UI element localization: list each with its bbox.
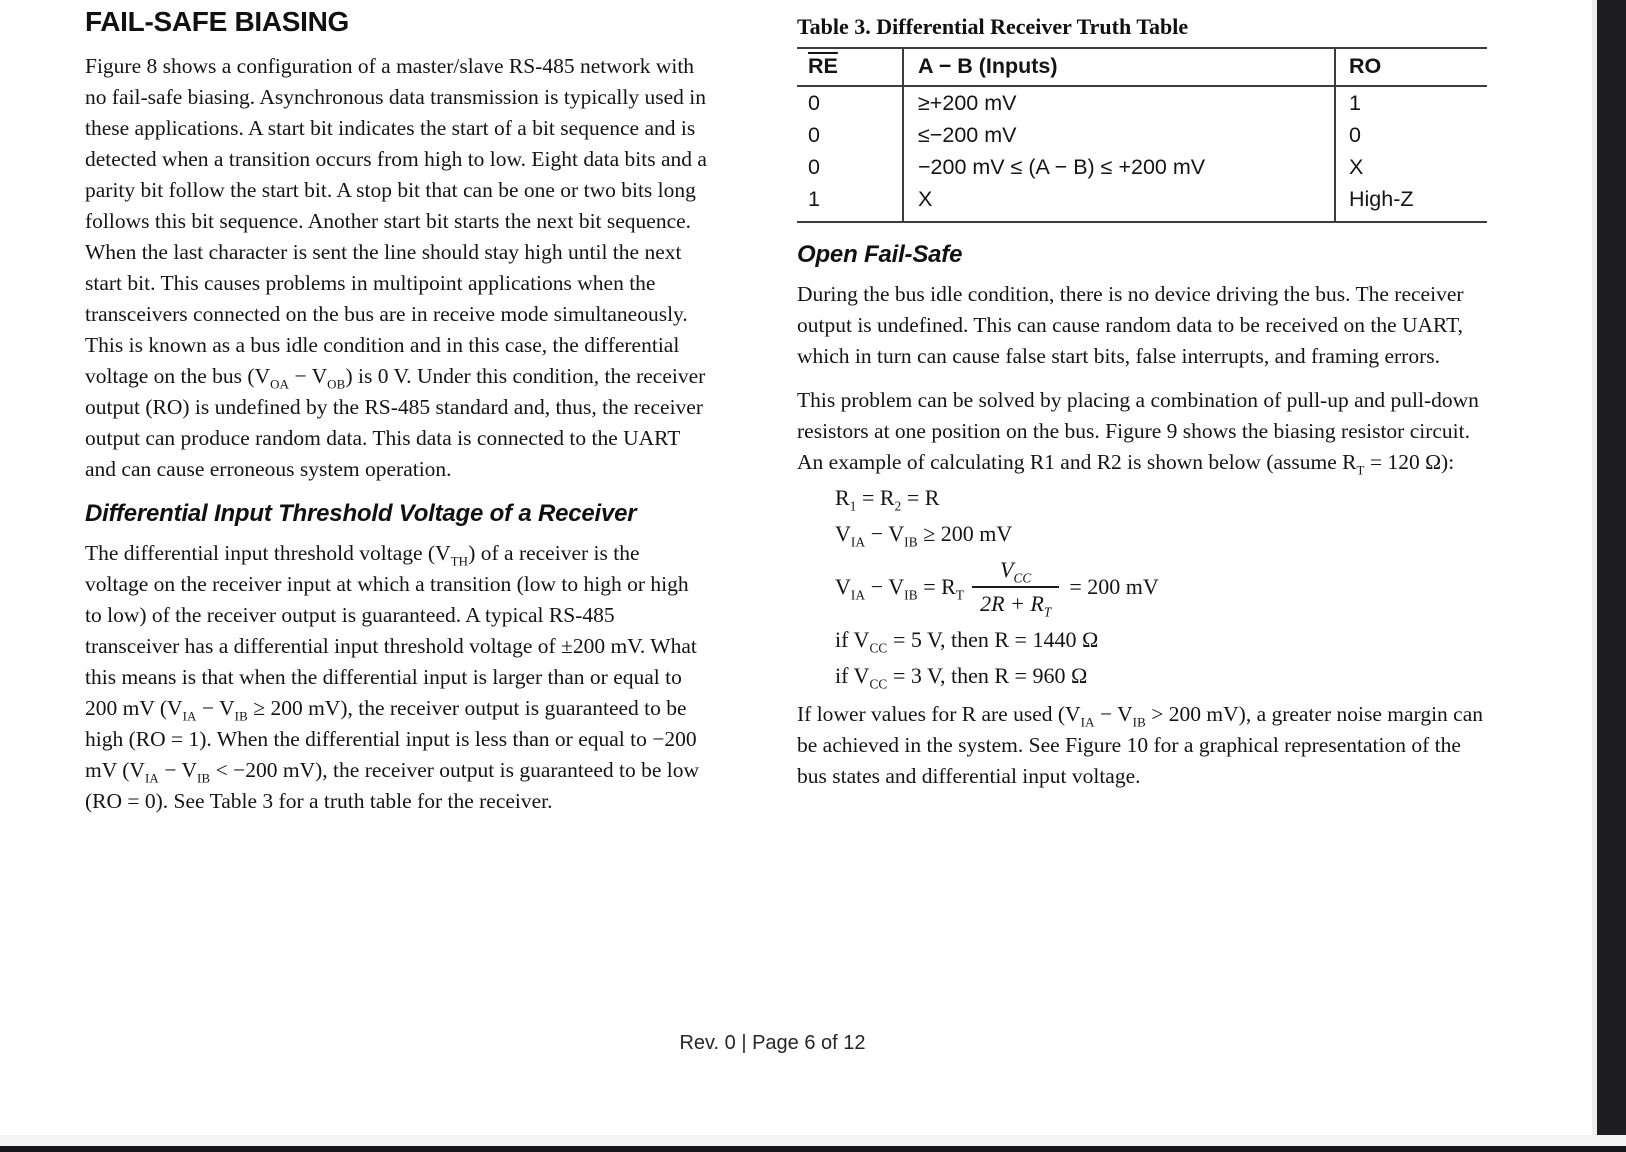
page-bottom-edge	[0, 1135, 1626, 1146]
table-header-a-b-inputs: A − B (Inputs)	[903, 48, 1335, 86]
table-row	[797, 183, 1487, 222]
table-header-ro: RO	[1335, 48, 1487, 86]
table-header-row	[797, 48, 1487, 86]
right-column	[797, 14, 1490, 805]
cell-ro: 0	[1335, 119, 1487, 151]
section-heading-fail-safe-biasing: FAIL-SAFE BIASING	[85, 6, 350, 37]
equation-r1-r2-r: $R_1 = R_2 = R$	[835, 485, 940, 514]
page-footer: Rev. 0 | Page 6 of 12	[679, 1032, 866, 1054]
cell-ab: ≥+200 mV	[903, 86, 1335, 119]
paragraph-fail-safe-intro: Figure 8 shows a configuration of a master/slave RS-485 network with no fail-safe biasing. Asynchronous data transmission is typically used in these applications. A start bit indicates the start of a bit sequence and is detected when a transition occurs from high to low. Eight data bits and a parity bit follow the start bit. A stop bit that can be one or two bits long follows this bit sequence. Another start bit starts the next bit sequence. When the last character is sent the line should stay high until the next start bit. This causes problems in multipoint applications when the transceivers connected on the bus are in receive mode simultaneously. This is known as a bus idle condition and in this case, the differential voltage on the bus $(V_{OA} - V_{OB})$ is 0 V. Under this condition, the receiver output (RO) is undefined by the RS-485 standard and, thus, the receiver output can produce random data. This data is connected to the UART and can cause erroneous system operation.	[85, 54, 707, 481]
paragraph-noise-margin: If lower values for R are used ($V_{IA} - V_{IB} > 200$ mV), a greater noise margin can be achieved in the system. See Figure 10 for a graphical representation of the bus states and differential input voltage.	[797, 702, 1484, 788]
equation-vcc-5v: if $V_{CC} = 5$ V, then R = 1440 Ω	[835, 627, 1099, 656]
cell-ab: X	[903, 183, 1335, 222]
cell-re: 0	[808, 91, 820, 115]
table-header-re	[797, 48, 903, 86]
cell-ab: ≤−200 mV	[903, 119, 1335, 151]
cell-ro: X	[1335, 151, 1487, 183]
viewer-bottom-bar	[0, 1146, 1626, 1152]
re-overline-label: $\overline{RE}$	[808, 54, 838, 78]
subsection-heading-differential-input-threshold: Differential Input Threshold Voltage of a Receiver	[85, 500, 637, 527]
formula-rhs: = 200 mV	[1069, 574, 1159, 599]
cell-ab: −200 mV ≤ (A − B) ≤ +200 mV	[903, 151, 1335, 183]
cell-re: 0	[808, 155, 820, 179]
equations-block	[835, 485, 1490, 692]
equation-vcc-3v: if $V_{CC} = 3$ V, then R = 960 Ω	[835, 663, 1088, 692]
cell-ro: 1	[1335, 86, 1487, 119]
paragraph-open-fail-safe-idle: During the bus idle condition, there is no device driving the bus. The receiver output is undefined. This can cause random data to be received on the UART, which in turn can cause false start bits, false interrupts, and framing errors.	[797, 282, 1464, 368]
cell-re: 1	[808, 187, 820, 211]
paragraph-differential-input-threshold: The differential input threshold voltage $(V_{TH})$ of a receiver is the voltage on the receiver input at which a transition (low to high or high to low) of the receiver output is guaranteed. A typical RS-485 transceiver has a differential input threshold voltage of ±200 mV. What this means is that when the differential input is larger than or equal to 200 mV ($V_{IA} - V_{IB} \ge 200$ mV), the receiver output is guaranteed to be high (RO = 1). When the differential input is less than or equal to −200 mV ($V_{IA} - V_{IB} < -200$ mV), the receiver output is guaranteed to be low (RO = 0). See Table 3 for a truth table for the receiver.	[85, 541, 700, 813]
cell-re: 0	[808, 123, 820, 147]
table-row	[797, 151, 1487, 183]
subsection-heading-open-fail-safe: Open Fail-Safe	[797, 241, 963, 268]
table-row	[797, 86, 1487, 119]
fraction	[972, 557, 1059, 620]
fraction-numerator: $V_{CC}$	[999, 557, 1032, 586]
table-row	[797, 119, 1487, 151]
table-title: Table 3. Differential Receiver Truth Table	[797, 14, 1189, 39]
equation-via-vib-formula	[835, 557, 1490, 620]
left-column	[85, 6, 707, 830]
formula-lhs: $V_{IA} - V_{IB} = R_T$	[835, 574, 965, 603]
paragraph-biasing-resistors: This problem can be solved by placing a combination of pull-up and pull-down resistors at one position on the bus. Figure 9 shows the biasing resistor circuit. An example of calculating R1 and R2 is shown below (assume $R_T = 120$ Ω):	[797, 388, 1479, 478]
differential-receiver-truth-table	[797, 47, 1487, 223]
viewer-right-strip	[1592, 0, 1626, 1146]
equation-via-vib-threshold: $V_{IA} - V_{IB} \ge 200$ mV	[835, 521, 1013, 550]
cell-ro: High-Z	[1335, 183, 1487, 222]
fraction-denominator: $2R + R_T$	[972, 586, 1059, 617]
